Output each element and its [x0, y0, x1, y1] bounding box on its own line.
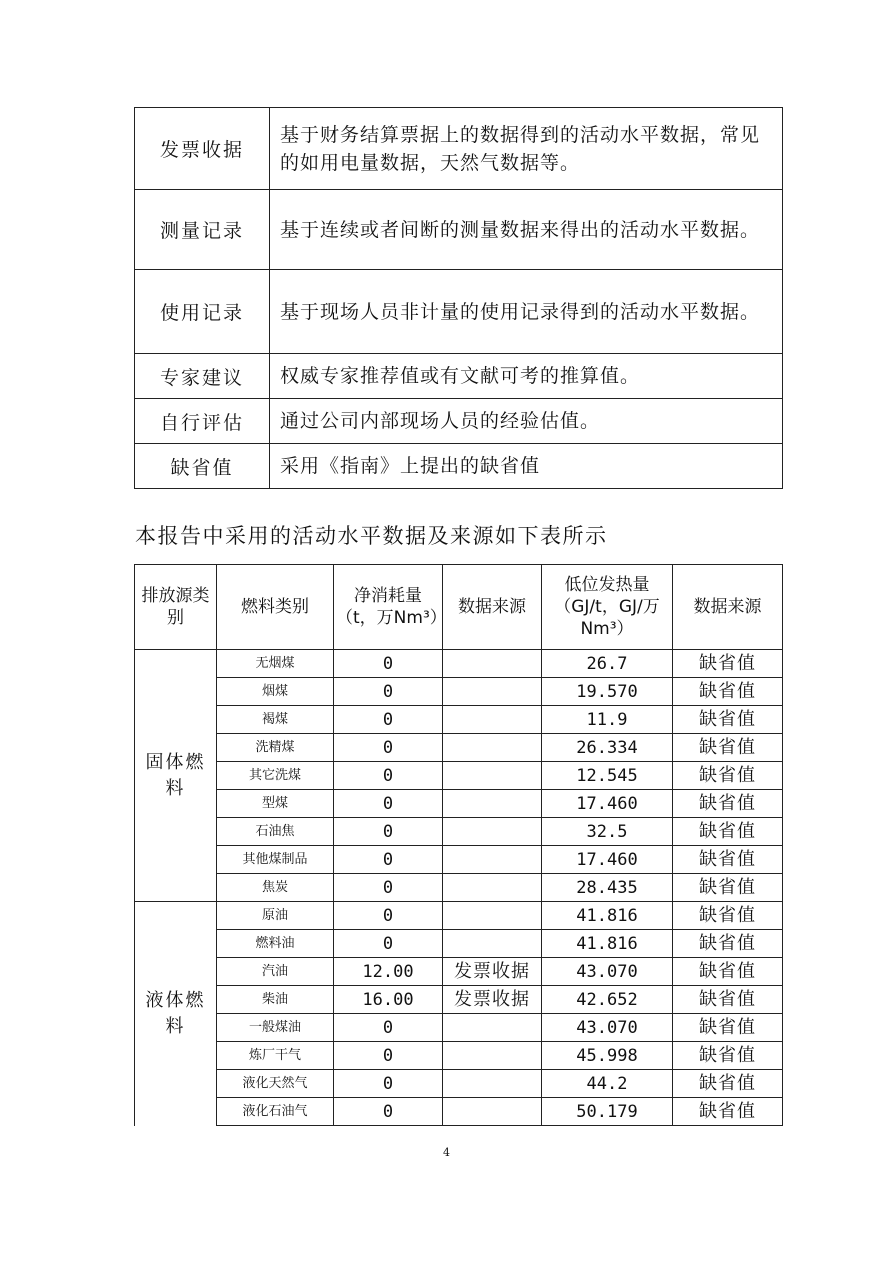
consumption-cell: 0 [334, 818, 443, 846]
consumption-cell: 0 [334, 930, 443, 958]
fuel-type-cell: 石油焦 [217, 818, 334, 846]
table-row [135, 1070, 783, 1098]
header-fuel-type: 燃料类别 [217, 565, 334, 650]
fuel-activity-table [134, 564, 783, 1126]
data-source-2-cell: 缺省值 [673, 930, 783, 958]
definition-category: 发票收据 [135, 108, 270, 190]
data-source-2-cell: 缺省值 [673, 958, 783, 986]
calorific-value-cell: 32.5 [542, 818, 673, 846]
data-source-2-cell: 缺省值 [673, 846, 783, 874]
definition-description: 基于连续或者间断的测量数据来得出的活动水平数据。 [270, 190, 783, 270]
fuel-type-cell: 烟煤 [217, 678, 334, 706]
fuel-type-cell: 原油 [217, 902, 334, 930]
fuel-type-cell: 型煤 [217, 790, 334, 818]
data-source-cell [443, 1042, 542, 1070]
calorific-value-cell: 50.179 [542, 1098, 673, 1126]
data-source-cell [443, 790, 542, 818]
data-source-cell [443, 734, 542, 762]
calorific-value-cell: 43.070 [542, 958, 673, 986]
definition-category: 缺省值 [135, 444, 270, 489]
table-row [135, 1042, 783, 1070]
data-source-cell [443, 762, 542, 790]
table-row [135, 874, 783, 902]
page-number: 4 [443, 1146, 450, 1159]
calorific-value-cell: 41.816 [542, 930, 673, 958]
table-row [135, 1014, 783, 1042]
data-source-2-cell: 缺省值 [673, 902, 783, 930]
calorific-value-cell: 11.9 [542, 706, 673, 734]
fuel-type-cell: 柴油 [217, 986, 334, 1014]
fuel-type-cell: 褐煤 [217, 706, 334, 734]
table-row [135, 790, 783, 818]
fuel-type-cell: 无烟煤 [217, 650, 334, 678]
data-source-cell [443, 650, 542, 678]
data-source-cell [443, 874, 542, 902]
data-source-cell [443, 902, 542, 930]
definition-category: 测量记录 [135, 190, 270, 270]
fuel-type-cell: 其它洗煤 [217, 762, 334, 790]
consumption-cell: 0 [334, 790, 443, 818]
table-row [135, 986, 783, 1014]
data-source-2-cell: 缺省值 [673, 874, 783, 902]
data-source-2-cell: 缺省值 [673, 986, 783, 1014]
calorific-value-cell: 43.070 [542, 1014, 673, 1042]
definition-description: 基于财务结算票据上的数据得到的活动水平数据，常见的如用电量数据，天然气数据等。 [270, 108, 783, 190]
calorific-value-cell: 17.460 [542, 846, 673, 874]
consumption-cell: 16.00 [334, 986, 443, 1014]
fuel-type-cell: 其他煤制品 [217, 846, 334, 874]
table-row [135, 930, 783, 958]
data-source-2-cell: 缺省值 [673, 650, 783, 678]
data-source-2-cell: 缺省值 [673, 790, 783, 818]
consumption-cell: 0 [334, 762, 443, 790]
data-source-2-cell: 缺省值 [673, 1098, 783, 1126]
data-source-2-cell: 缺省值 [673, 1070, 783, 1098]
definition-row [135, 354, 783, 399]
fuel-type-cell: 炼厂干气 [217, 1042, 334, 1070]
consumption-cell: 0 [334, 706, 443, 734]
table-row [135, 678, 783, 706]
fuel-type-cell: 焦炭 [217, 874, 334, 902]
consumption-cell: 0 [334, 846, 443, 874]
consumption-cell: 0 [334, 1042, 443, 1070]
consumption-cell: 0 [334, 1098, 443, 1126]
fuel-type-cell: 汽油 [217, 958, 334, 986]
data-source-cell [443, 818, 542, 846]
data-source-cell: 发票收据 [443, 986, 542, 1014]
definition-row [135, 270, 783, 354]
intro-sentence: 本报告中采用的活动水平数据及来源如下表所示 [135, 524, 608, 548]
data-source-2-cell: 缺省值 [673, 734, 783, 762]
table-row [135, 818, 783, 846]
data-source-cell [443, 706, 542, 734]
calorific-value-cell: 12.545 [542, 762, 673, 790]
fuel-type-cell: 一般煤油 [217, 1014, 334, 1042]
calorific-value-cell: 26.7 [542, 650, 673, 678]
table-row [135, 1098, 783, 1126]
definition-category: 自行评估 [135, 399, 270, 444]
consumption-cell: 0 [334, 678, 443, 706]
table-row [135, 902, 783, 930]
data-source-2-cell: 缺省值 [673, 678, 783, 706]
data-source-cell [443, 1014, 542, 1042]
calorific-value-cell: 42.652 [542, 986, 673, 1014]
consumption-cell: 0 [334, 874, 443, 902]
data-source-2-cell: 缺省值 [673, 818, 783, 846]
calorific-value-cell: 45.998 [542, 1042, 673, 1070]
definition-description: 通过公司内部现场人员的经验估值。 [270, 399, 783, 444]
header-calorific-value: 低位发热量（GJ/t，GJ/万Nm³） [542, 565, 673, 650]
header-source-type: 排放源类别 [135, 565, 217, 650]
consumption-cell: 0 [334, 650, 443, 678]
consumption-cell: 12.00 [334, 958, 443, 986]
fuel-type-cell: 液化天然气 [217, 1070, 334, 1098]
table-row [135, 762, 783, 790]
header-data-source: 数据来源 [443, 565, 542, 650]
calorific-value-cell: 28.435 [542, 874, 673, 902]
definition-row [135, 108, 783, 190]
data-source-cell [443, 678, 542, 706]
fuel-type-cell: 液化石油气 [217, 1098, 334, 1126]
data-source-cell: 发票收据 [443, 958, 542, 986]
header-consumption: 净消耗量（t，万Nm³） [334, 565, 443, 650]
definition-description: 权威专家推荐值或有文献可考的推算值。 [270, 354, 783, 399]
data-source-2-cell: 缺省值 [673, 762, 783, 790]
definition-category: 专家建议 [135, 354, 270, 399]
consumption-cell: 0 [334, 734, 443, 762]
fuel-type-cell: 燃料油 [217, 930, 334, 958]
consumption-cell: 0 [334, 1014, 443, 1042]
table-row [135, 734, 783, 762]
group-name-cell: 固体燃料 [135, 650, 217, 902]
table-header-row [135, 565, 783, 650]
table-row [135, 650, 783, 678]
definition-row [135, 399, 783, 444]
data-source-2-cell: 缺省值 [673, 706, 783, 734]
calorific-value-cell: 41.816 [542, 902, 673, 930]
data-source-2-cell: 缺省值 [673, 1014, 783, 1042]
table-row [135, 706, 783, 734]
data-source-cell [443, 930, 542, 958]
table-row [135, 958, 783, 986]
data-source-cell [443, 1070, 542, 1098]
definition-row [135, 190, 783, 270]
table-row [135, 846, 783, 874]
definition-row [135, 444, 783, 489]
calorific-value-cell: 19.570 [542, 678, 673, 706]
header-data-source-2: 数据来源 [673, 565, 783, 650]
fuel-type-cell: 洗精煤 [217, 734, 334, 762]
data-source-2-cell: 缺省值 [673, 1042, 783, 1070]
consumption-cell: 0 [334, 902, 443, 930]
consumption-cell: 0 [334, 1070, 443, 1098]
definition-category: 使用记录 [135, 270, 270, 354]
data-source-cell [443, 1098, 542, 1126]
definition-description: 基于现场人员非计量的使用记录得到的活动水平数据。 [270, 270, 783, 354]
calorific-value-cell: 44.2 [542, 1070, 673, 1098]
group-name-cell: 液体燃料 [135, 902, 217, 1126]
data-source-cell [443, 846, 542, 874]
definition-description: 采用《指南》上提出的缺省值 [270, 444, 783, 489]
calorific-value-cell: 26.334 [542, 734, 673, 762]
data-source-definition-table [134, 107, 783, 489]
calorific-value-cell: 17.460 [542, 790, 673, 818]
